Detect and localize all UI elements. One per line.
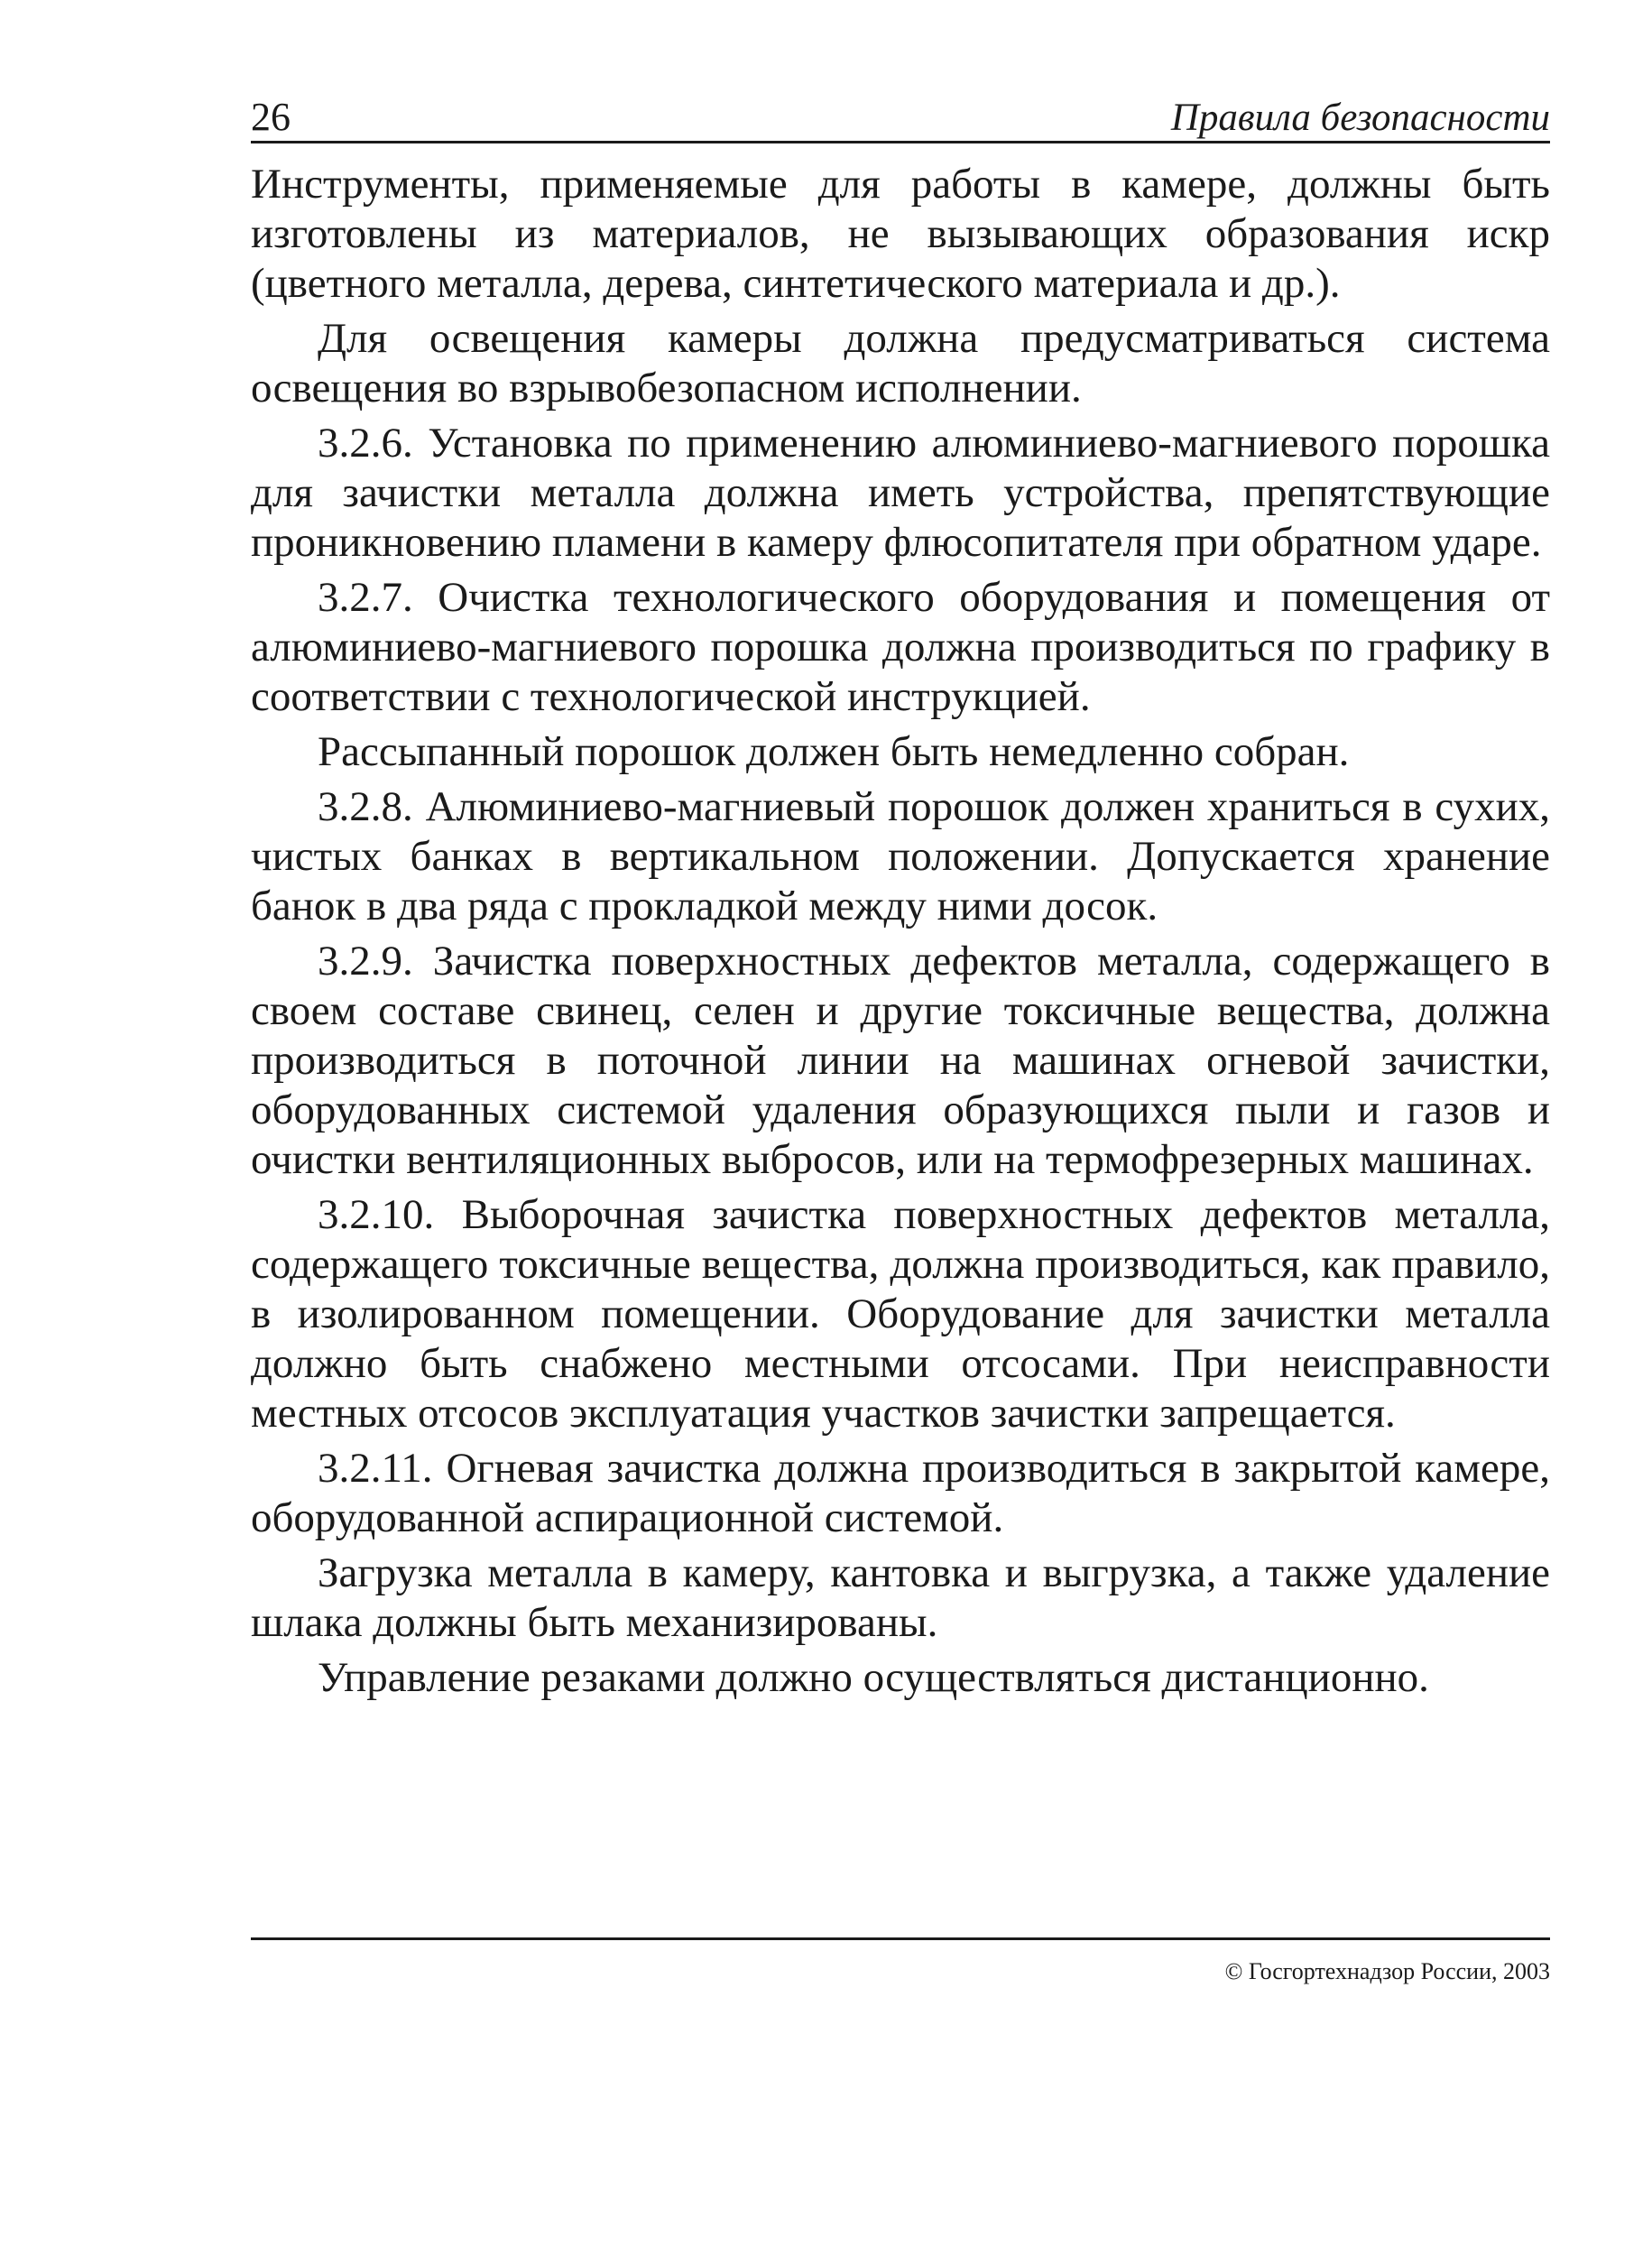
paragraph: Управление резаками должно осуществляться дистанционно. [318,1654,1429,1701]
paragraph-3-2-10: 3.2.10. Выборочная зачистка поверхностных дефектов металла, содержащего токсичные вещества, должна производиться, как правило, в изолированном помещении. Оборудование для зачистки металла должно быть снабжено местными отсосами. При неисправности местных отсосов эксплуатация участков зачистки запрещается. [251,1191,1550,1437]
footer-divider [251,1937,1550,1940]
page [251,87,1550,1708]
running-title: Правила безопасности [1170,97,1550,139]
paragraph: Загрузка металла в камеру, кантовка и выгрузка, а также удаление шлака должны быть механизированы. [251,1549,1550,1646]
paragraph: Рассыпанный порошок должен быть немедленно собран. [318,728,1350,775]
paragraph-3-2-8: 3.2.8. Алюминиево-магниевый порошок должен храниться в сухих, чистых банках в вертикальном положении. Допускается хранение банок в два ряда с прокладкой между ними досок. [251,783,1550,929]
paragraph: Инструменты, применяемые для работы в камере, должны быть изготовлены из материалов, не вызывающих образования искр (цветного металла, дерева, синтетического материала и др.). [251,161,1550,307]
page-number: 26 [251,95,291,139]
paragraph-3-2-6: 3.2.6. Установка по применению алюминиево-магниевого порошка для зачистки металла должна иметь устройства, препятствующие проникновению пламени в камеру флюсопитателя при обратном ударе. [251,420,1550,566]
body-text [251,160,1550,1703]
paragraph-3-2-7: 3.2.7. Очистка технологического оборудования и помещения от алюминиево-магниевого порошка должна производиться по графику в соответствии с технологической инструкцией. [251,574,1550,720]
paragraph-3-2-9: 3.2.9. Зачистка поверхностных дефектов металла, содержащего в своем составе свинец, селен и другие токсичные вещества, должна производиться в поточной линии на машинах огневой зачистки, оборудованных системой удаления образующихся пыли и газов и очистки вентиляционных выбросов, или на термофрезерных машинах. [251,938,1550,1183]
running-head [251,87,1550,143]
paragraph: Для освещения камеры должна предусматриваться система освещения во взрывобезопасном исполнении. [251,315,1550,411]
copyright-notice: © Госгортехнадзор России, 2003 [1224,1958,1550,1984]
paragraph-3-2-11: 3.2.11. Огневая зачистка должна производиться в закрытой камере, оборудованной аспирационной системой. [251,1445,1550,1541]
